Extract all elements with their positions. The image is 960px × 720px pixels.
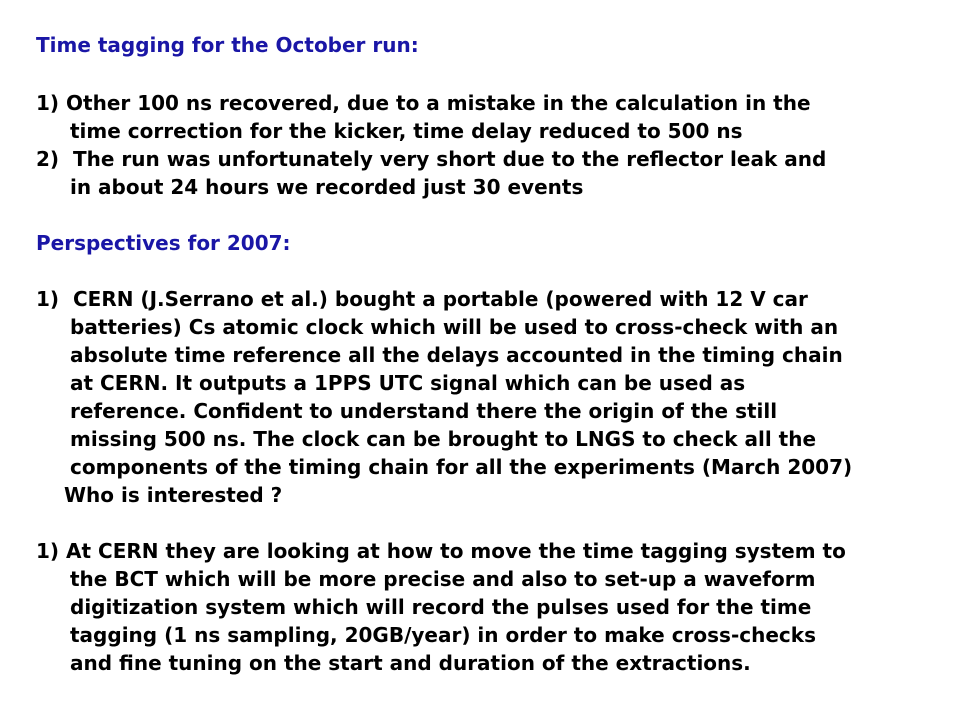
list-item-3-line-3: absolute time reference all the delays accounted in the timing chain <box>70 343 843 367</box>
question-text: Who is interested ? <box>64 483 283 507</box>
section-heading-perspectives: Perspectives for 2007: <box>36 231 291 255</box>
list-item-4-line-3: digitization system which will record the pulses used for the time <box>70 595 812 619</box>
list-item-3-line-6: missing 500 ns. The clock can be brought to LNGS to check all the <box>70 427 817 451</box>
list-item-1-line-2: time correction for the kicker, time delay reduced to 500 ns <box>70 119 743 143</box>
list-item-1-line-1: 1) Other 100 ns recovered, due to a mistake in the calculation in the <box>36 91 811 115</box>
list-item-3-line-7: components of the timing chain for all the experiments (March 2007) <box>70 455 853 479</box>
list-item-3-line-2: batteries) Cs atomic clock which will be used to cross-check with an <box>70 315 839 339</box>
list-item-3-line-1: 1) CERN (J.Serrano et al.) bought a portable (powered with 12 V car <box>36 287 808 311</box>
list-item-2-line-1: 2) The run was unfortunately very short due to the reflector leak and <box>36 147 827 171</box>
list-item-4-line-2: the BCT which will be more precise and also to set-up a waveform <box>70 567 816 591</box>
list-item-2-line-2: in about 24 hours we recorded just 30 events <box>70 175 584 199</box>
list-item-4-line-4: tagging (1 ns sampling, 20GB/year) in order to make cross-checks <box>70 623 816 647</box>
list-item-4-line-5: and fine tuning on the start and duration of the extractions. <box>70 651 751 675</box>
section-heading-october-run: Time tagging for the October run: <box>36 33 419 57</box>
list-item-4-line-1: 1) At CERN they are looking at how to move the time tagging system to <box>36 539 846 563</box>
list-item-3-line-4: at CERN. It outputs a 1PPS UTC signal which can be used as <box>70 371 746 395</box>
list-item-3-line-5: reference. Confident to understand there the origin of the still <box>70 399 778 423</box>
